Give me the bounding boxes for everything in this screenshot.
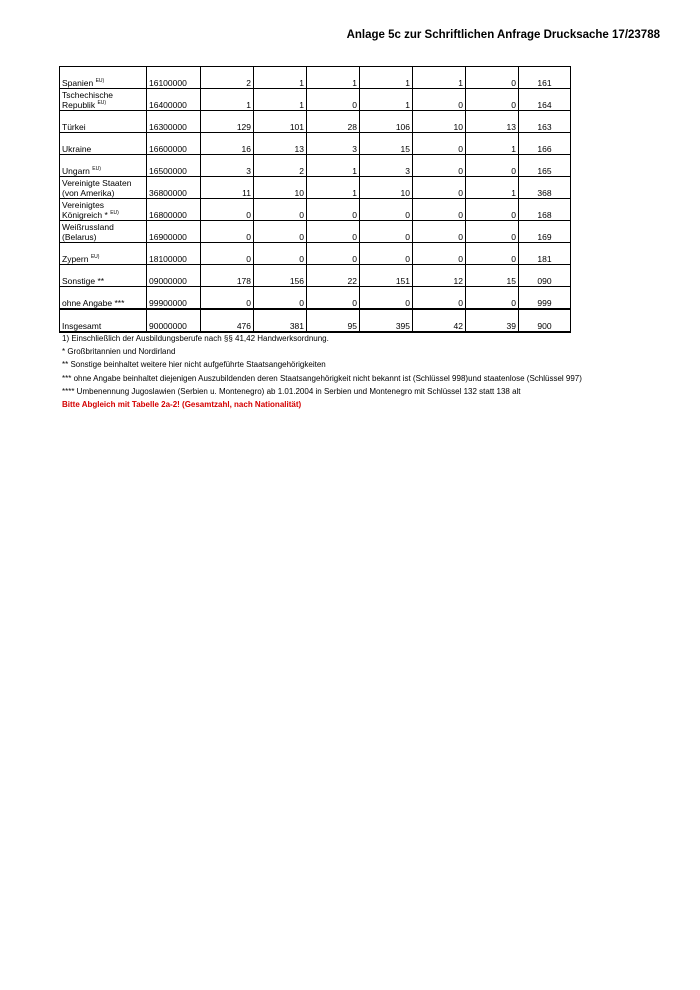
value-cell: 476 xyxy=(201,309,254,332)
country-code-cell: 36800000 xyxy=(147,177,201,199)
value-cell: 0 xyxy=(466,199,519,221)
table-row xyxy=(60,155,571,177)
key-cell: 161 xyxy=(519,67,571,89)
country-name-cell: Weißrussland (Belarus) xyxy=(60,221,147,243)
value-cell: 10 xyxy=(413,111,466,133)
value-cell: 0 xyxy=(413,177,466,199)
value-cell: 2 xyxy=(254,155,307,177)
value-cell: 16 xyxy=(201,133,254,155)
value-cell: 1 xyxy=(360,67,413,89)
country-name-cell: Türkei xyxy=(60,111,147,133)
eu-marker: EU) xyxy=(95,78,105,85)
value-cell: 0 xyxy=(201,221,254,243)
country-name-cell: Insgesamt xyxy=(60,309,147,332)
value-cell: 0 xyxy=(254,199,307,221)
country-code-cell: 09000000 xyxy=(147,265,201,287)
table-row xyxy=(60,177,571,199)
key-cell: 163 xyxy=(519,111,571,133)
value-cell: 381 xyxy=(254,309,307,332)
comparison-warning: Bitte Abgleich mit Tabelle 2a-2! (Gesamtzahl, nach Nationalität) xyxy=(62,400,302,410)
country-name-cell: Vereinigtes Königreich * $^{EU)}$ xyxy=(60,199,147,221)
footnote-line: ** Sonstige beinhaltet weitere hier nicht aufgeführte Staatsangehörigkeiten xyxy=(62,360,326,370)
value-cell: 156 xyxy=(254,265,307,287)
value-cell: 1 xyxy=(360,89,413,111)
value-cell: 0 xyxy=(466,287,519,310)
value-cell: 13 xyxy=(254,133,307,155)
footnote-line: * Großbritannien und Nordirland xyxy=(62,347,176,357)
value-cell: 95 xyxy=(307,309,360,332)
value-cell: 106 xyxy=(360,111,413,133)
eu-marker: EU) xyxy=(97,100,107,107)
key-cell: 181 xyxy=(519,243,571,265)
value-cell: 0 xyxy=(360,243,413,265)
value-cell: 395 xyxy=(360,309,413,332)
value-cell: 0 xyxy=(413,89,466,111)
value-cell: 0 xyxy=(307,287,360,310)
table-row xyxy=(60,265,571,287)
value-cell: 0 xyxy=(307,221,360,243)
value-cell: 1 xyxy=(201,89,254,111)
value-cell: 101 xyxy=(254,111,307,133)
value-cell: 0 xyxy=(413,221,466,243)
footnote-line: *** ohne Angabe beinhaltet diejenigen Auszubildenden deren Staatsangehörigkeit nicht bekannt ist (Schlüssel 998)und staatenlose (Schlüssel 997) xyxy=(62,373,582,383)
value-cell: 15 xyxy=(466,265,519,287)
value-cell: 1 xyxy=(254,89,307,111)
value-cell: 22 xyxy=(307,265,360,287)
value-cell: 3 xyxy=(360,155,413,177)
table-row xyxy=(60,111,571,133)
table-row xyxy=(60,199,571,221)
value-cell: 0 xyxy=(466,89,519,111)
value-cell: 0 xyxy=(413,243,466,265)
country-code-cell: 16600000 xyxy=(147,133,201,155)
page-header-title: Anlage 5c zur Schriftlichen Anfrage Drucksache 17/23788 xyxy=(346,29,660,41)
value-cell: 0 xyxy=(466,243,519,265)
value-cell: 0 xyxy=(466,155,519,177)
key-cell: 166 xyxy=(519,133,571,155)
key-cell: 900 xyxy=(519,309,571,332)
value-cell: 0 xyxy=(360,199,413,221)
value-cell: 1 xyxy=(466,133,519,155)
value-cell: 3 xyxy=(201,155,254,177)
table-row xyxy=(60,243,571,265)
country-name-cell: Sonstige ** xyxy=(60,265,147,287)
table-row xyxy=(60,89,571,111)
value-cell: 28 xyxy=(307,111,360,133)
key-cell: 168 xyxy=(519,199,571,221)
table-row xyxy=(60,287,571,310)
value-cell: 10 xyxy=(360,177,413,199)
value-cell: 1 xyxy=(254,67,307,89)
value-cell: 1 xyxy=(466,177,519,199)
value-cell: 0 xyxy=(201,287,254,310)
value-cell: 0 xyxy=(201,243,254,265)
value-cell: 0 xyxy=(307,199,360,221)
value-cell: 0 xyxy=(413,155,466,177)
value-cell: 0 xyxy=(466,67,519,89)
footnotes xyxy=(62,332,582,411)
country-name-cell: Tschechische Republik $^{EU)}$ xyxy=(60,89,147,111)
value-cell: 0 xyxy=(413,133,466,155)
value-cell: 39 xyxy=(466,309,519,332)
country-code-cell: 16300000 xyxy=(147,111,201,133)
footnote-line: 1) Einschließlich der Ausbildungsberufe nach §§ 41,42 Handwerksordnung. xyxy=(62,334,329,343)
value-cell: 10 xyxy=(254,177,307,199)
value-cell: 178 xyxy=(201,265,254,287)
table-row xyxy=(60,309,571,332)
value-cell: 0 xyxy=(201,199,254,221)
key-cell: 090 xyxy=(519,265,571,287)
value-cell: 1 xyxy=(413,67,466,89)
key-cell: 165 xyxy=(519,155,571,177)
table-row xyxy=(60,67,571,89)
value-cell: 0 xyxy=(254,287,307,310)
country-code-cell: 16400000 xyxy=(147,89,201,111)
table-row xyxy=(60,133,571,155)
value-cell: 0 xyxy=(254,221,307,243)
value-cell: 0 xyxy=(360,221,413,243)
country-name-cell: ohne Angabe *** xyxy=(60,287,147,310)
country-code-cell: 90000000 xyxy=(147,309,201,332)
value-cell: 129 xyxy=(201,111,254,133)
value-cell: 2 xyxy=(201,67,254,89)
value-cell: 3 xyxy=(307,133,360,155)
eu-marker: EU) xyxy=(90,254,100,261)
value-cell: 0 xyxy=(307,243,360,265)
country-code-cell: 16500000 xyxy=(147,155,201,177)
eu-marker: EU) xyxy=(110,210,119,217)
key-cell: 164 xyxy=(519,89,571,111)
value-cell: 0 xyxy=(254,243,307,265)
footnote-line: **** Umbenennung Jugoslawien (Serbien u. Montenegro) ab 1.01.2004 in Serbien und Montenegro mit Schlüssel 132 statt 138 alt xyxy=(62,386,521,396)
key-cell: 368 xyxy=(519,177,571,199)
country-code-cell: 18100000 xyxy=(147,243,201,265)
country-name-cell: Ukraine xyxy=(60,133,147,155)
value-cell: 151 xyxy=(360,265,413,287)
table-row xyxy=(60,221,571,243)
country-code-cell: 16100000 xyxy=(147,67,201,89)
country-name-cell: Ungarn $^{EU)}$ xyxy=(60,155,147,177)
eu-marker: EU) xyxy=(92,166,101,173)
value-cell: 0 xyxy=(360,287,413,310)
country-code-cell: 99900000 xyxy=(147,287,201,310)
value-cell: 12 xyxy=(413,265,466,287)
statistics-table xyxy=(59,66,571,333)
key-cell: 999 xyxy=(519,287,571,310)
value-cell: 11 xyxy=(201,177,254,199)
country-name-cell: Spanien $^{EU)}$ xyxy=(60,67,147,89)
value-cell: 13 xyxy=(466,111,519,133)
value-cell: 0 xyxy=(466,221,519,243)
value-cell: 0 xyxy=(307,89,360,111)
value-cell: 1 xyxy=(307,177,360,199)
value-cell: 0 xyxy=(413,287,466,310)
country-name-cell: Vereinigte Staaten (von Amerika) xyxy=(60,177,147,199)
value-cell: 1 xyxy=(307,67,360,89)
key-cell: 169 xyxy=(519,221,571,243)
value-cell: 0 xyxy=(413,199,466,221)
value-cell: 42 xyxy=(413,309,466,332)
value-cell: 1 xyxy=(307,155,360,177)
country-name-cell: Zypern $^{EU)}$ xyxy=(60,243,147,265)
country-code-cell: 16900000 xyxy=(147,221,201,243)
value-cell: 15 xyxy=(360,133,413,155)
country-code-cell: 16800000 xyxy=(147,199,201,221)
